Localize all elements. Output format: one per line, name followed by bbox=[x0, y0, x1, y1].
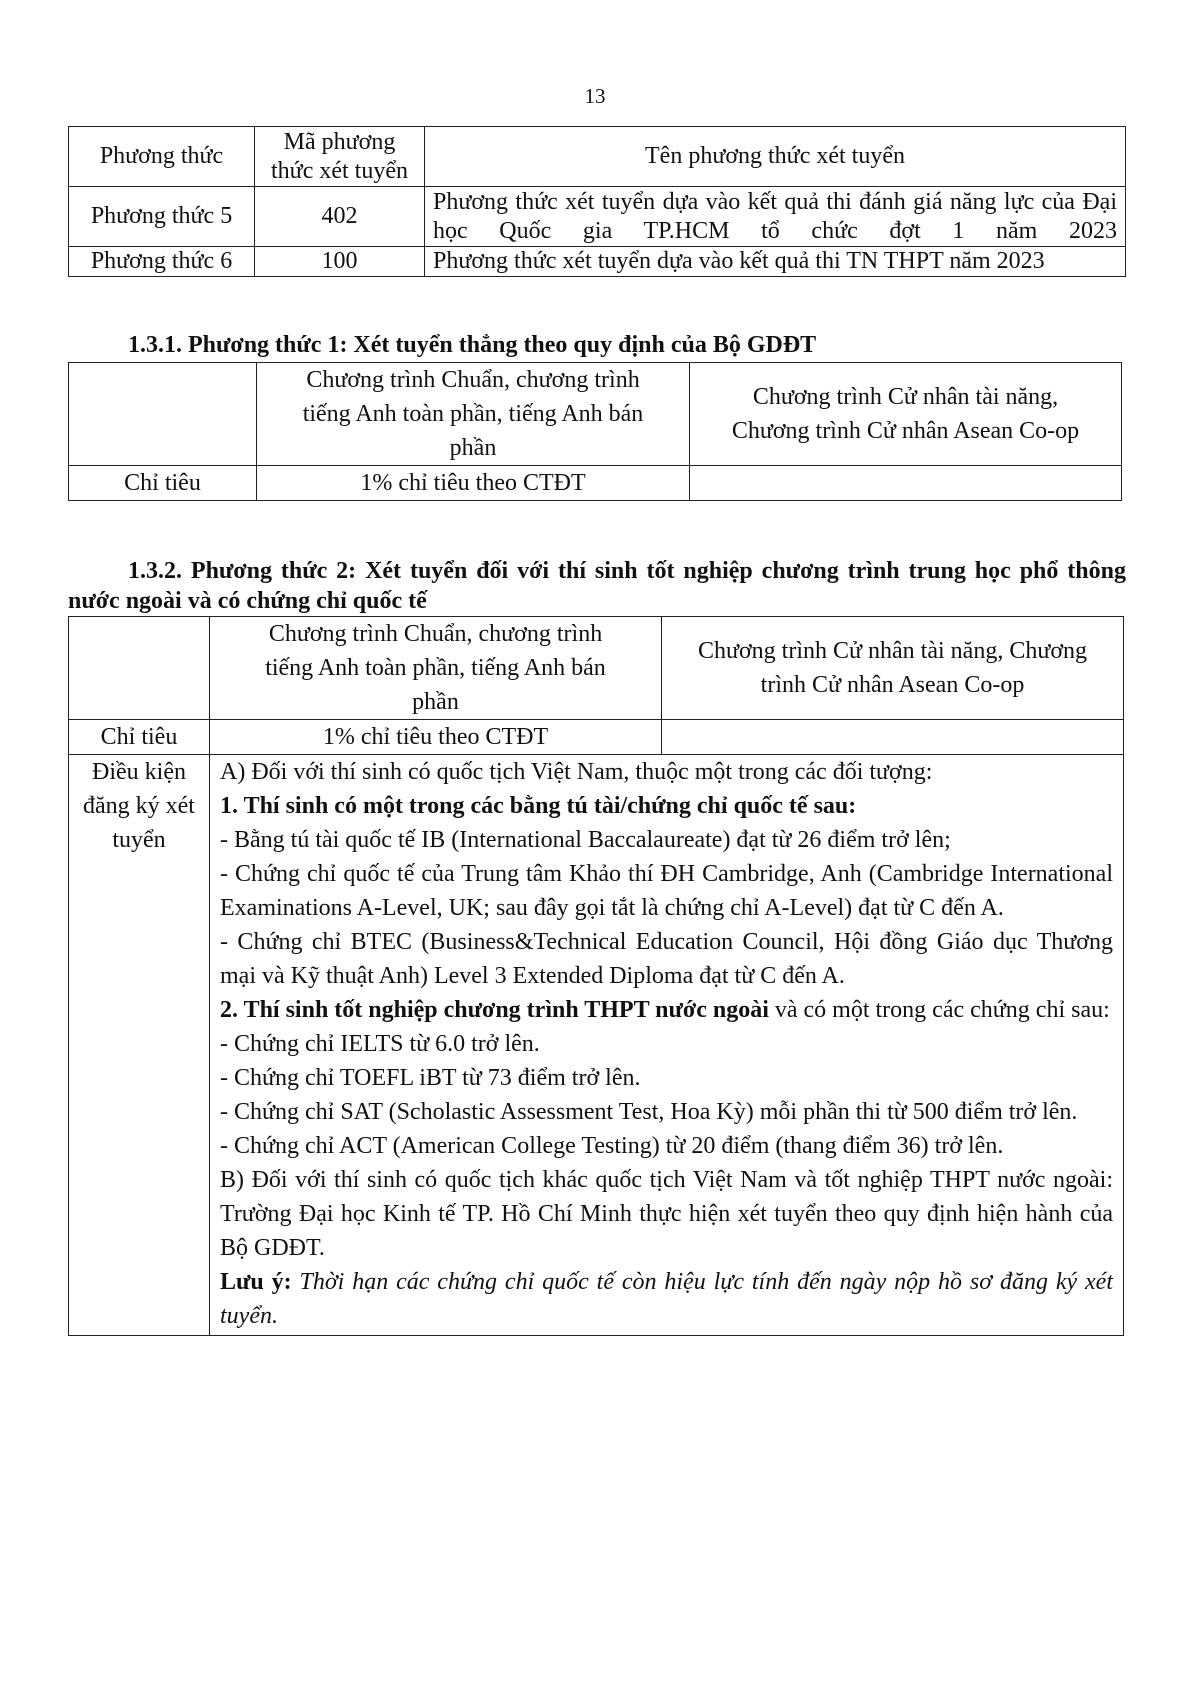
quota-talent bbox=[662, 720, 1124, 755]
header-standard-program: Chương trình Chuẩn, chương trình tiếng Anh toàn phần, tiếng Anh bán phần bbox=[210, 617, 662, 720]
note-label: Lưu ý: bbox=[220, 1269, 292, 1295]
section-heading-1-3-2: 1.3.2. Phương thức 2: Xét tuyển đối với thí sinh tốt nghiệp chương trình trung học phổ thông nước ngoài và có chứng chỉ quốc tế bbox=[68, 558, 1126, 614]
condition-b-text: B) Đối với thí sinh có quốc tịch khác quốc tịch Việt Nam và tốt nghiệp THPT nước ngoài: Trường Đại học Kinh tế TP. Hồ Chí Minh thực hiện xét tuyển theo quy định hiện hành của Bộ GDĐT. bbox=[220, 1167, 1113, 1261]
group-1-item: - Chứng chỉ quốc tế của Trung tâm Khảo thí ĐH Cambridge, Anh (Cambridge International Examinations A-Level, UK; sau đây gọi tắt là chứng chỉ A-Level) đạt từ C đến A. bbox=[220, 861, 1113, 921]
group-1-item: - Chứng chỉ BTEC (Business&Technical Education Council, Hội đồng Giáo dục Thương mại và Kỹ thuật Anh) Level 3 Extended Diploma đạt từ C đến A. bbox=[220, 929, 1113, 989]
group-2-title-rest: và có một trong các chứng chỉ sau: bbox=[768, 997, 1110, 1023]
group-2-item: - Chứng chỉ ACT (American College Testing) từ 20 điểm (thang điểm 36) trở lên. bbox=[220, 1133, 1004, 1159]
group-2-item: - Chứng chỉ IELTS từ 6.0 trở lên. bbox=[220, 1031, 540, 1057]
page-number: 13 bbox=[584, 84, 606, 108]
header-code: Mã phương thức xét tuyển bbox=[255, 127, 425, 187]
quota-label: Chỉ tiêu bbox=[69, 720, 210, 755]
group-2-item: - Chứng chỉ TOEFL iBT từ 73 điểm trở lên. bbox=[220, 1065, 641, 1091]
group-2-title bbox=[220, 993, 1113, 1027]
section-heading-1-3-1: 1.3.1. Phương thức 1: Xét tuyển thẳng theo quy định của Bộ GDĐT bbox=[128, 332, 817, 358]
header-talent-program: Chương trình Cử nhân tài năng, Chương trình Cử nhân Asean Co-op bbox=[690, 363, 1122, 466]
group-2-title-bold: 2. Thí sinh tốt nghiệp chương trình THPT nước ngoài bbox=[220, 997, 769, 1023]
conditions-label: Điều kiện đăng ký xét tuyển bbox=[69, 755, 210, 1336]
note-text: Thời hạn các chứng chỉ quốc tế còn hiệu lực tính đến ngày nộp hồ sơ đăng ký xét tuyển. bbox=[220, 1269, 1113, 1329]
quota-talent bbox=[690, 466, 1122, 501]
table-row bbox=[69, 247, 1126, 277]
conditions-body bbox=[210, 755, 1124, 1336]
quota-label: Chỉ tiêu bbox=[69, 466, 257, 501]
empty-header-cell bbox=[69, 617, 210, 720]
name-cell: Phương thức xét tuyển dựa vào kết quả thi đánh giá năng lực của Đại học Quốc gia TP.HCM tổ chức đợt 1 năm 2023 bbox=[425, 187, 1126, 247]
method-2-table bbox=[68, 616, 1124, 1336]
note bbox=[220, 1265, 1113, 1333]
admission-methods-table bbox=[68, 126, 1126, 277]
code-cell: 100 bbox=[255, 247, 425, 277]
group-1-item: - Bằng tú tài quốc tế IB (International Baccalaureate) đạt từ 26 điểm trở lên; bbox=[220, 827, 951, 853]
table-row bbox=[69, 720, 1124, 755]
table-header-row bbox=[69, 363, 1122, 466]
condition-a-intro: A) Đối với thí sinh có quốc tịch Việt Nam, thuộc một trong các đối tượng: bbox=[220, 759, 933, 785]
table-header-row bbox=[69, 127, 1126, 187]
header-method: Phương thức bbox=[69, 127, 255, 187]
name-cell: Phương thức xét tuyển dựa vào kết quả thi TN THPT năm 2023 bbox=[425, 247, 1126, 277]
header-name: Tên phương thức xét tuyển bbox=[425, 127, 1126, 187]
table-header-row bbox=[69, 617, 1124, 720]
quota-standard: 1% chỉ tiêu theo CTĐT bbox=[257, 466, 690, 501]
quota-standard: 1% chỉ tiêu theo CTĐT bbox=[210, 720, 662, 755]
method-1-table bbox=[68, 362, 1122, 501]
method-cell: Phương thức 6 bbox=[69, 247, 255, 277]
table-row bbox=[69, 466, 1122, 501]
empty-header-cell bbox=[69, 363, 257, 466]
code-cell: 402 bbox=[255, 187, 425, 247]
group-1-title: 1. Thí sinh có một trong các bằng tú tài/chứng chỉ quốc tế sau: bbox=[220, 793, 857, 819]
group-2-item: - Chứng chỉ SAT (Scholastic Assessment Test, Hoa Kỳ) mỗi phần thi từ 500 điểm trở lên. bbox=[220, 1099, 1078, 1125]
conditions-row bbox=[69, 755, 1124, 1336]
header-standard-program: Chương trình Chuẩn, chương trình tiếng Anh toàn phần, tiếng Anh bán phần bbox=[257, 363, 690, 466]
header-talent-program: Chương trình Cử nhân tài năng, Chương trình Cử nhân Asean Co-op bbox=[662, 617, 1124, 720]
table-row bbox=[69, 187, 1126, 247]
method-cell: Phương thức 5 bbox=[69, 187, 255, 247]
